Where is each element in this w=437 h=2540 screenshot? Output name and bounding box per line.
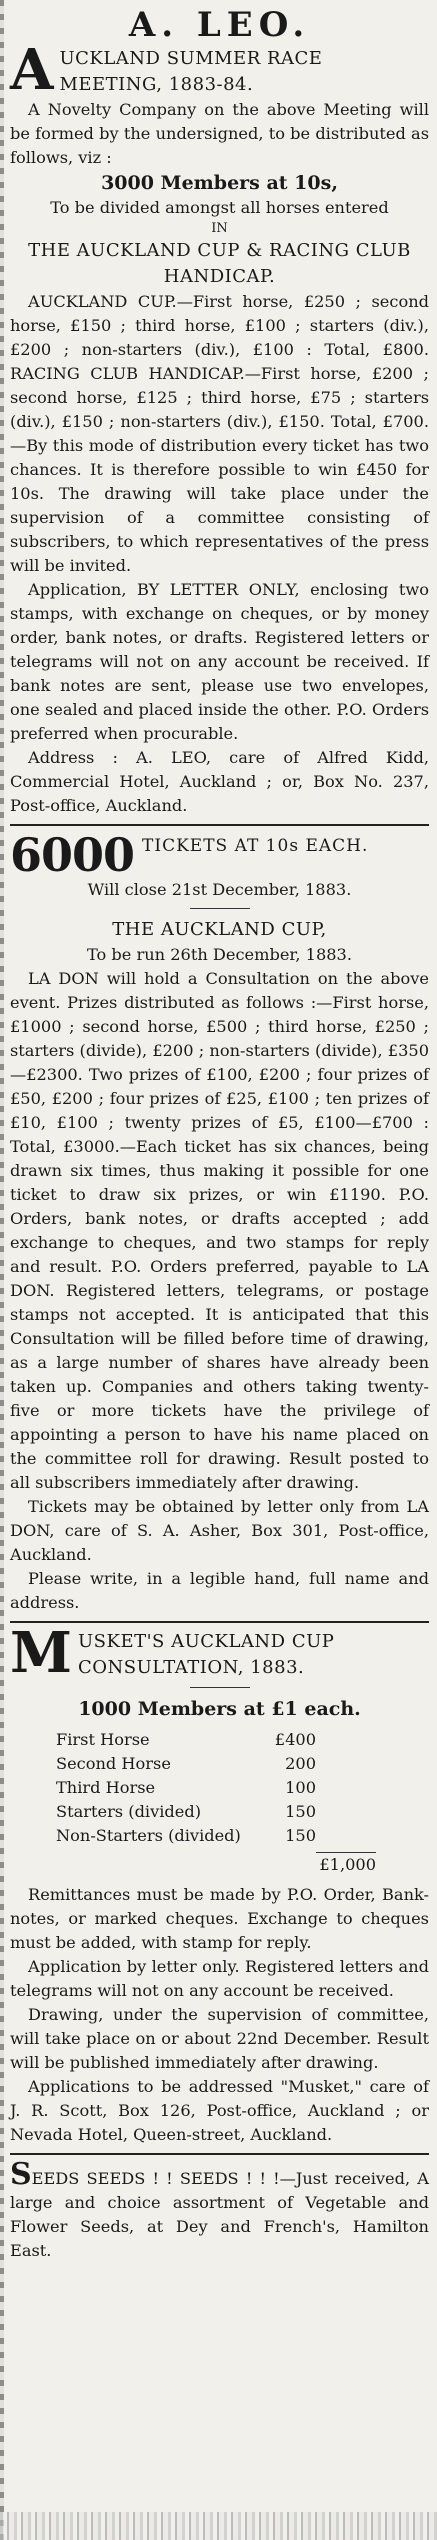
ad-seeds [10,2157,429,2263]
tickets-paragraph: Tickets may be obtained by letter only from LA DON, care of S. A. Asher, Box 301, Post-office, Auckland. [10,1497,429,1564]
prize-value: 200 [285,1754,316,1773]
headline: UCKLAND SUMMER RACE MEETING, 1883-84. [59,48,323,95]
divider [10,824,429,826]
drop-cap: A [10,37,54,103]
application-paragraph: Application, BY LETTER ONLY, enclosing two stamps, with exchange on cheques, or by money order, bank notes, or drafts. Registered letters or telegrams will not on any account be received. If bank notes are sent, please use two envelopes, one sealed and placed inside the other. P.O. Orders preferred when procurable. [10,580,429,743]
prize-row [56,1776,429,1800]
drop-cap: S [10,2157,32,2192]
ticket-count: 6000 [10,828,135,882]
tickets-header [10,828,429,882]
prize-value: 150 [285,1802,316,1821]
prize-row [56,1752,429,1776]
prize-table [56,1728,429,1877]
drawing-paragraph: Drawing, under the supervision of committee, will take place on or about 22nd December. Result will be published immediately after drawing. [10,2005,429,2072]
ad-a-leo [10,6,429,818]
cup-title: THE AUCKLAND CUP, [112,919,327,940]
headline: USKET'S AUCKLAND CUP CONSULTATION, 1883. [78,1631,335,1678]
divided-line: To be divided amongst all horses entered [50,198,389,217]
headline-row [10,37,429,103]
cup-prizes-paragraph: AUCKLAND CUP.—First horse, £250 ; second horse, £150 ; third horse, £100 ; starters (div.), £200 ; non-starters (div.), £100 : Total, £800. RACING CLUB HANDICAP.—First horse, £200 ; second horse, £125 ; third horse, £75 ; starters (div.), £150 ; non-starters (div.), £150. Total, £700.—By this mode of distribution every ticket has two chances. It is therefore possible to win £450 for 10s. The drawing will take place under the supervision of a committee consisting of subscribers, to which representatives of the press will be invited. [10,292,429,575]
prize-row [56,1728,429,1752]
application-paragraph: Application by letter only. Registered letters and telegrams will not on any account be received. [10,1957,429,2000]
run-date: To be run 26th December, 1883. [86,945,352,964]
short-rule [190,1687,250,1688]
scan-edge-artifact [0,0,4,2540]
prize-value: 150 [285,1826,316,1845]
drop-cap: M [10,1620,72,1686]
tickets-price: TICKETS AT 10s EACH. [142,836,369,856]
prize-value: 100 [285,1778,316,1797]
remittances-paragraph: Remittances must be made by P.O. Order, Bank-notes, or marked cheques. Exchange to cheques must be added, with stamp for reply. [10,1885,429,1952]
ad-title: A. LEO. [128,5,311,45]
in-word: IN [211,221,228,236]
scan-noise-strip [0,2512,437,2540]
prize-label: First Horse [56,1730,150,1749]
consultation-paragraph: LA DON will hold a Consultation on the above event. Prizes distributed as follows :—First horse, £1000 ; second horse, £500 ; third horse, £250 ; starters (divide), £200 ; non-starters (divide), £350—£2300. Two prizes of £100, £200 ; four prizes of £50, £200 ; four prizes of £25, £100 ; ten prizes of £10, £100 ; twenty prizes of £5, £100—£700 : Total, £3000.—Each ticket has six chances, being drawn six times, thus making it possible for one ticket to draw six prizes, or win £1190. P.O. Orders, bank notes, or drafts accepted ; add exchange to cheques, and two stamps for reply and result. P.O. Orders preferred, payable to LA DON. Registered letters, telegrams, or postage stamps not accepted. It is anticipated that this Consultation will be filled before time of drawing, as a large number of shares have already been taken up. Companies and others taking twenty-five or more tickets have the privilege of appointing a person to have his name placed on the committee roll for drawing. Result posted to all subscribers immediately after drawing. [10,969,429,1492]
divider [10,1621,429,1623]
cup-title: THE AUCKLAND CUP & RACING CLUB HANDICAP. [28,240,411,287]
ad-musket [10,1620,429,2147]
write-paragraph: Please write, in a legible hand, full name and address. [10,1569,429,1612]
prize-label: Third Horse [56,1778,156,1797]
headline-row [10,1620,429,1686]
prize-label: Second Horse [56,1754,171,1773]
intro-paragraph: A Novelty Company on the above Meeting will be formed by the undersigned, to be distributed as follows, viz : [10,100,429,167]
divider [10,2153,429,2155]
prize-label: Starters (divided) [56,1802,202,1821]
close-date: Will close 21st December, 1883. [87,880,352,899]
seeds-text: EEDS SEEDS ! ! SEEDS ! ! !—Just received, A large and choice assortment of Vegetable and Flower Seeds, at Dey and French's, Hamilton East. [10,2169,429,2260]
prize-total: £1,000 [319,1855,376,1874]
members-line: 1000 Members at £1 each. [78,1698,361,1720]
prize-label: Non-Starters (divided) [56,1826,241,1845]
prize-row [56,1824,429,1848]
address-paragraph: Applications to be addressed "Musket," care of J. R. Scott, Box 126, Post-office, Auckland ; or Nevada Hotel, Queen-street, Auckland. [10,2077,429,2144]
short-rule [190,908,250,909]
prize-row [56,1800,429,1824]
ad-la-don [10,828,429,1615]
prize-value: £400 [274,1730,316,1749]
address-paragraph: Address : A. LEO, care of Alfred Kidd, Commercial Hotel, Auckland ; or, Box No. 237, Post-office, Auckland. [10,748,429,815]
members-line: 3000 Members at 10s, [101,172,338,194]
